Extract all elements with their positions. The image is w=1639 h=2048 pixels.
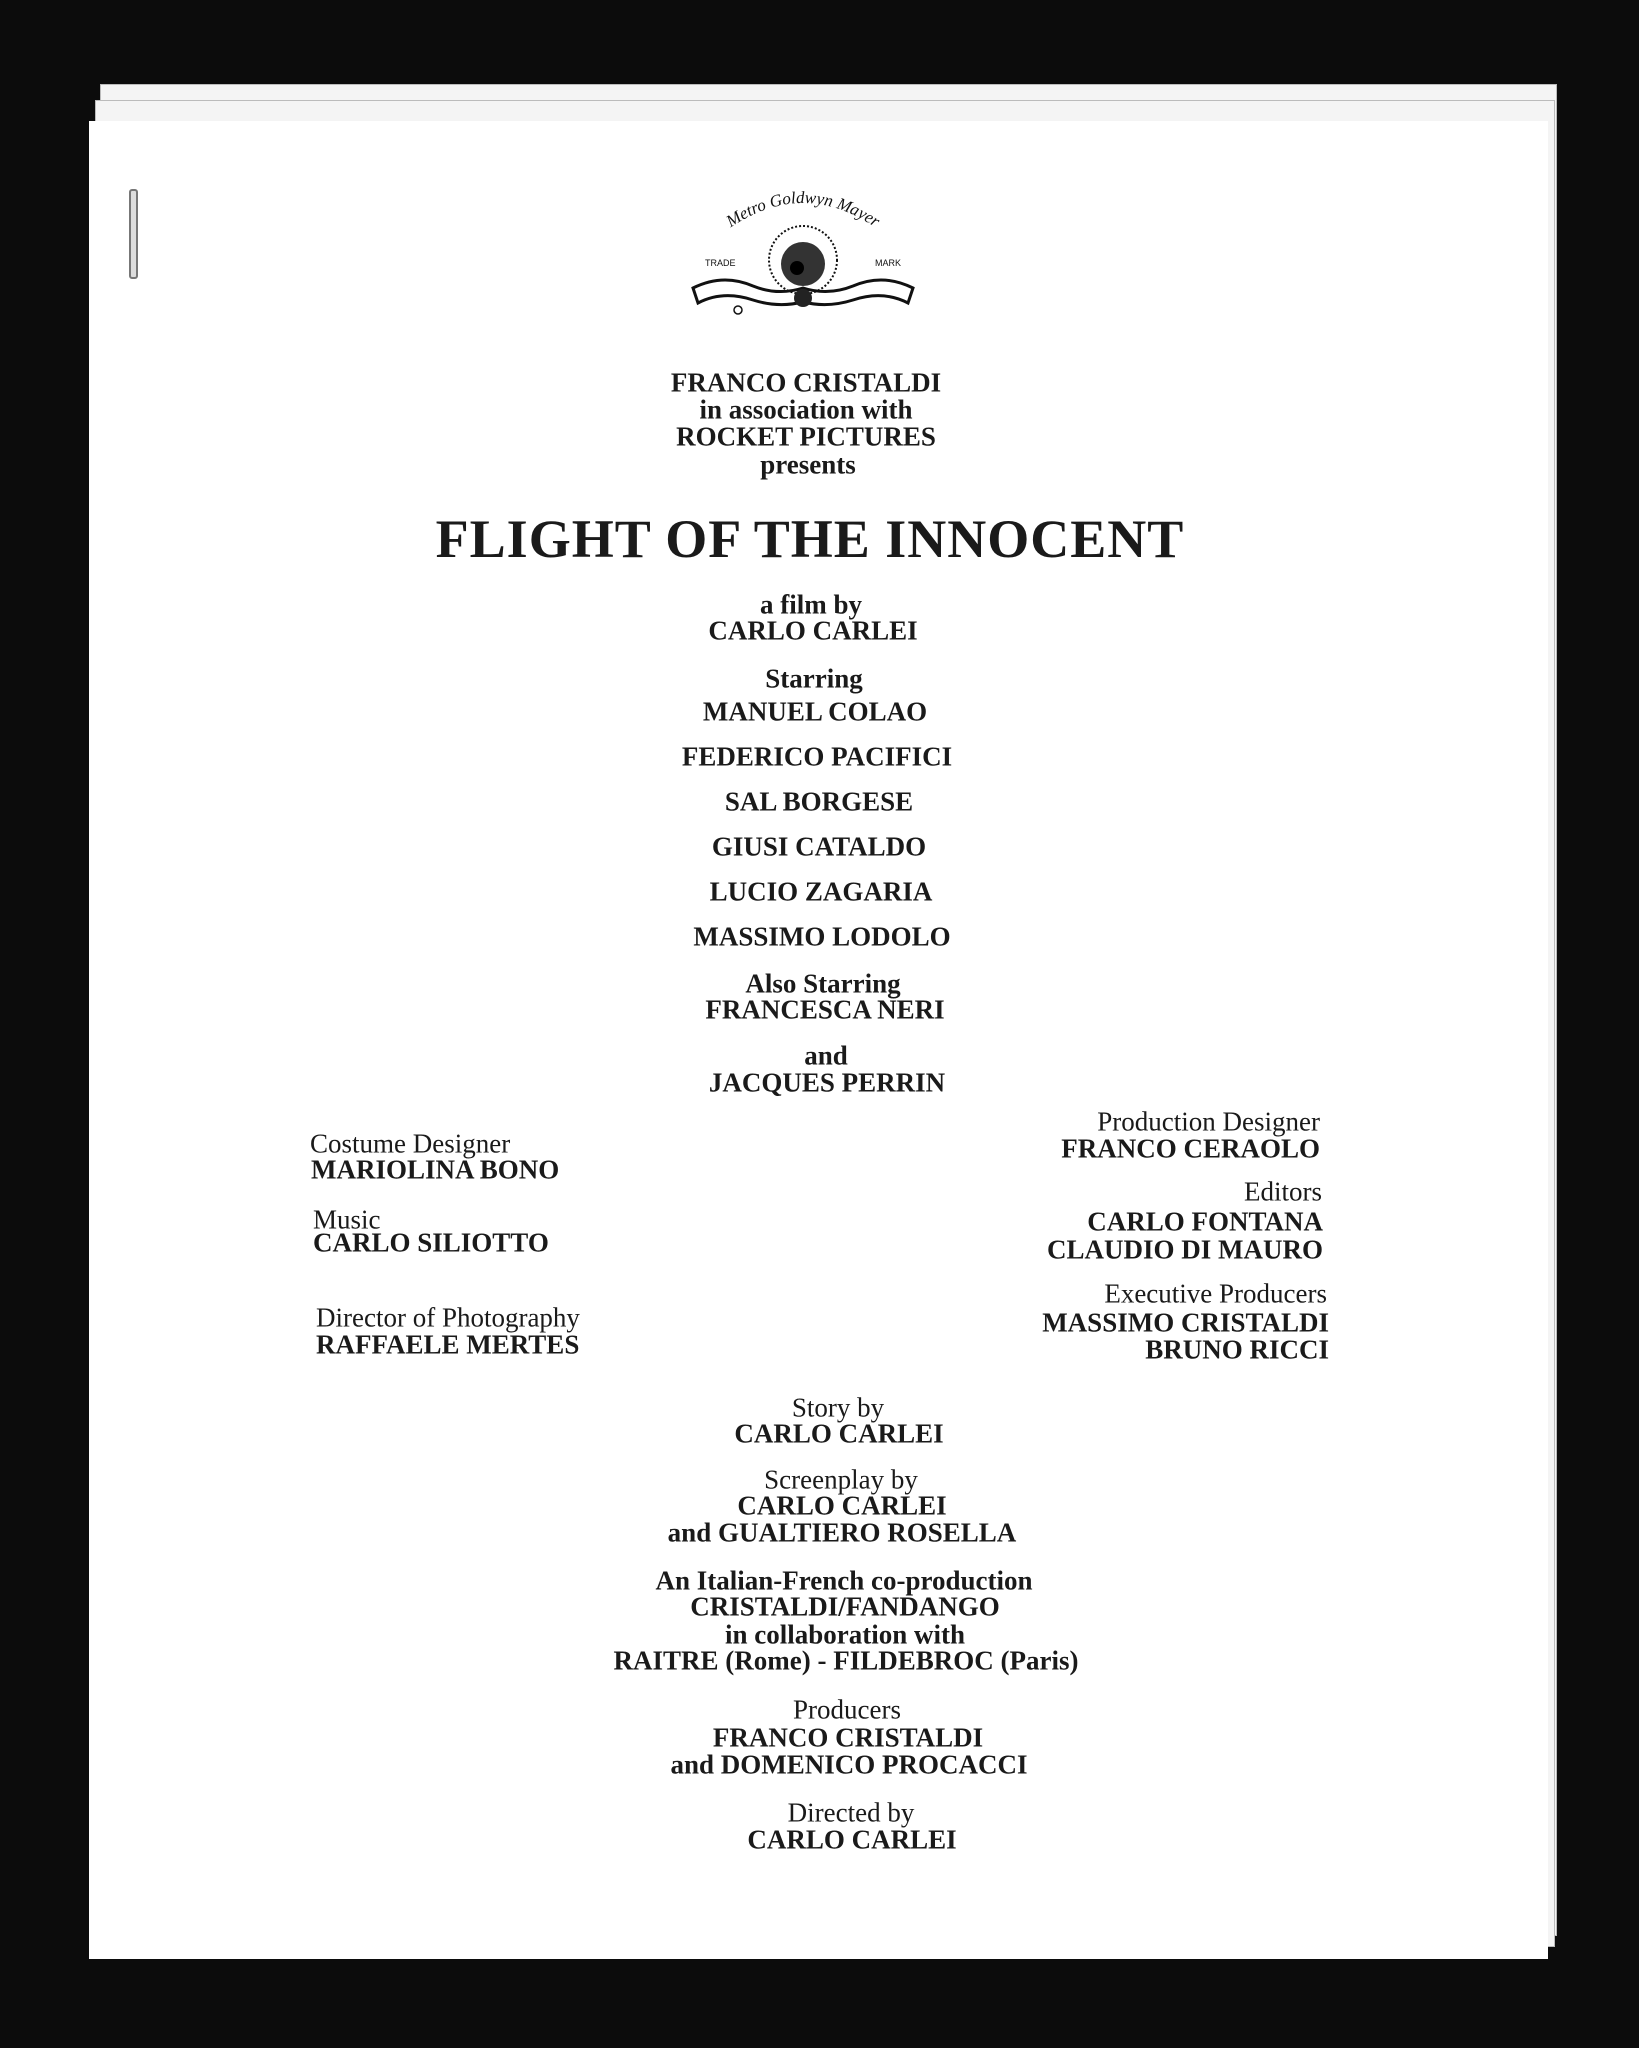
coproduction-line: CRISTALDI/FANDANGO bbox=[690, 1591, 1000, 1622]
screenplay-name: CARLO CARLEI bbox=[737, 1490, 947, 1521]
credit-name: CARLO SILIOTTO bbox=[313, 1227, 549, 1258]
credit-name: RAFFAELE MERTES bbox=[316, 1329, 580, 1360]
film-by-name: CARLO CARLEI bbox=[708, 615, 918, 646]
directed-label: Directed by bbox=[787, 1797, 915, 1828]
credit-name: CARLO FONTANA bbox=[1087, 1206, 1323, 1237]
cast-name: LUCIO ZAGARIA bbox=[709, 876, 933, 907]
coproduction-line: in collaboration with bbox=[724, 1619, 966, 1650]
credit-label: Production Designer bbox=[1097, 1106, 1320, 1137]
mgm-logo bbox=[683, 178, 923, 318]
film-by-label: a film by bbox=[759, 589, 863, 620]
cast-name: MANUEL COLAO bbox=[702, 696, 928, 727]
credit-name: MARIOLINA BONO bbox=[311, 1154, 560, 1185]
cast-name: JACQUES PERRIN bbox=[708, 1067, 946, 1098]
also-starring-label: Also Starring bbox=[745, 968, 901, 999]
credit-label: Costume Designer bbox=[310, 1128, 511, 1159]
coproduction-line: RAITRE (Rome) - FILDEBROC (Paris) bbox=[613, 1645, 1079, 1676]
credit-label: Executive Producers bbox=[1104, 1278, 1327, 1309]
cast-name: SAL BORGESE bbox=[724, 786, 914, 817]
producers-name: and DOMENICO PROCACCI bbox=[670, 1749, 1028, 1780]
credit-name: CLAUDIO DI MAURO bbox=[1047, 1234, 1323, 1265]
screenplay-label: Screenplay by bbox=[764, 1464, 918, 1495]
credit-label: Director of Photography bbox=[316, 1302, 580, 1333]
producers-name: FRANCO CRISTALDI bbox=[712, 1722, 984, 1753]
svg-text:TRADE: TRADE bbox=[705, 258, 736, 268]
presenter-line: FRANCO CRISTALDI bbox=[670, 367, 942, 398]
svg-text:MARK: MARK bbox=[875, 258, 902, 268]
story-name: CARLO CARLEI bbox=[734, 1418, 944, 1449]
credit-name: FRANCO CERAOLO bbox=[1061, 1133, 1320, 1164]
film-title: FLIGHT OF THE INNOCENT bbox=[435, 509, 1185, 569]
cast-name: GIUSI CATALDO bbox=[711, 831, 927, 862]
and-label: and bbox=[804, 1040, 848, 1071]
director-name: CARLO CARLEI bbox=[747, 1824, 957, 1855]
staple bbox=[129, 189, 138, 279]
presenter-line: presents bbox=[760, 449, 856, 480]
svg-text:Metro Goldwyn Mayer: Metro Goldwyn Mayer bbox=[722, 187, 884, 231]
presenter-line: ROCKET PICTURES bbox=[676, 421, 936, 452]
screenplay-name: and GUALTIERO ROSELLA bbox=[667, 1517, 1017, 1548]
credit-label: Editors bbox=[1244, 1176, 1322, 1207]
credit-label: Music bbox=[313, 1204, 381, 1235]
credit-name: MASSIMO CRISTALDI bbox=[1042, 1307, 1329, 1338]
starring-label: Starring bbox=[765, 663, 863, 694]
producers-label: Producers bbox=[793, 1694, 901, 1725]
cast-name: FEDERICO PACIFICI bbox=[681, 741, 953, 772]
credit-name: BRUNO RICCI bbox=[1145, 1334, 1329, 1365]
cast-name: FRANCESCA NERI bbox=[705, 994, 945, 1025]
presenter-line: in association with bbox=[699, 394, 913, 425]
story-label: Story by bbox=[791, 1392, 885, 1423]
cast-name: MASSIMO LODOLO bbox=[693, 921, 951, 952]
coproduction-line: An Italian-French co-production bbox=[655, 1565, 1033, 1596]
